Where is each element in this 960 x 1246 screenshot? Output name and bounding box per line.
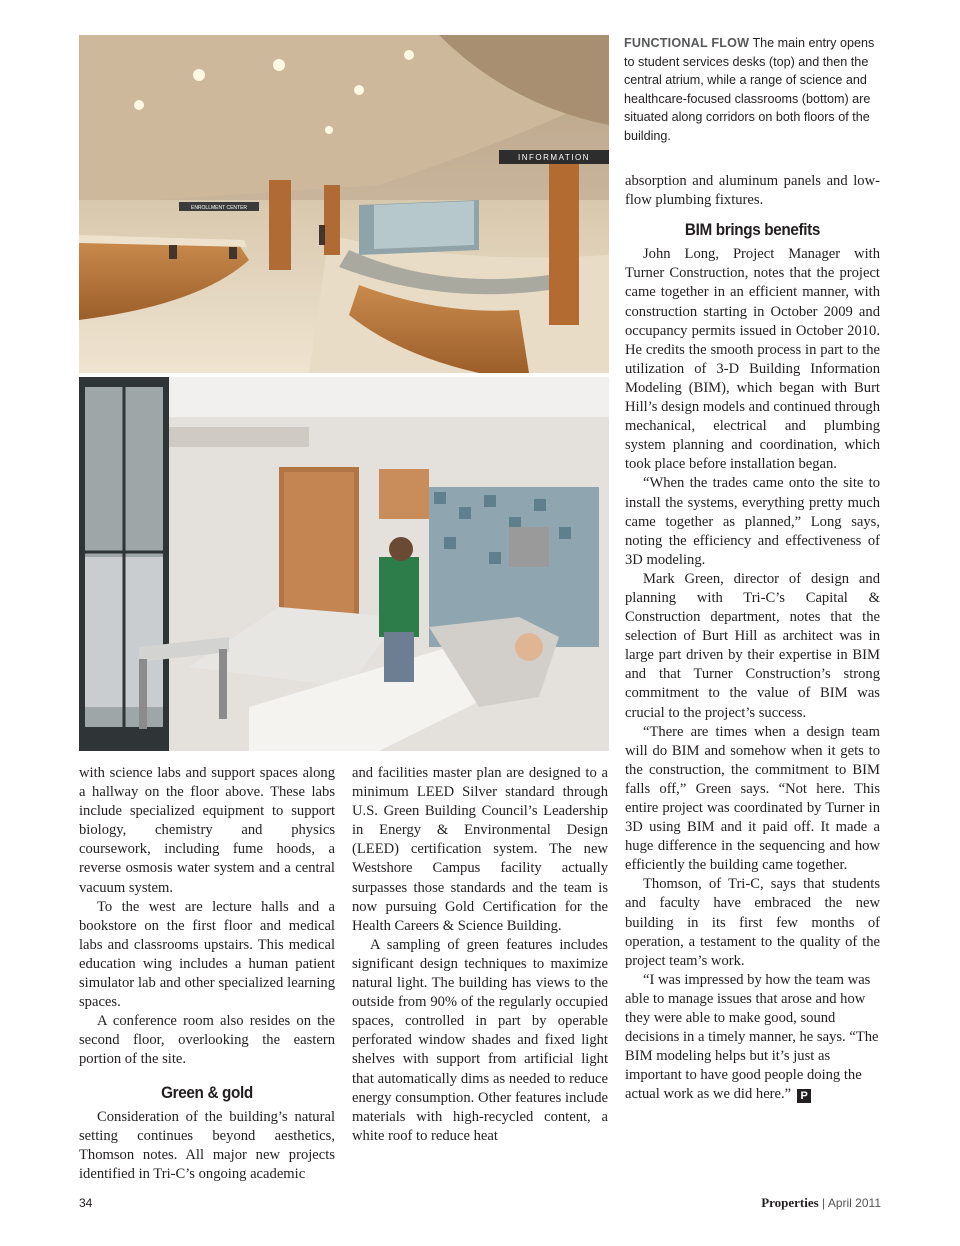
column-1 xyxy=(79,764,335,1184)
col3-paragraph-4: “There are times when a design team will do BIM and somehow when it gets to the construction, the commitment to BIM falls off,” Green says. “Not here. This entire project was coordinated by Turner in 3D using BIM and it paid off. It made a huge difference in the sequencing and how efficiently the building came together. xyxy=(625,723,880,874)
col2-paragraph-1: and facilities master plan are designed to a minimum LEED Silver standard through U.S. Green Building Council’s Leadership in Energy & Environmental Design (LEED) certification system. The new Westshore Campus facility actually surpasses those standards and the team is now pursuing Gold Certification for the Health Careers & Science Building. xyxy=(352,765,608,934)
section-heading-bim: BIM brings benefits xyxy=(684,220,821,240)
col3-paragraph-5: Thomson, of Tri-C, says that students and faculty have embraced the new building in its first few months of operation, a testament to the quality of the project team’s work. xyxy=(625,876,880,969)
photo-simulator-lab xyxy=(79,377,609,751)
col3-paragraph-1: John Long, Project Manager with Turner Construction, notes that the project came together in an efficient manner, with construction starting in October 2009 and occupancy permits issued in October 2010. He credits the smooth process in part to the utilization of 3-D Building Information Modeling (BIM), which began with Burt Hill’s design models and continued through mechanical, electrical and plumbing system planning and coordination, which took place before installation began. xyxy=(625,246,880,473)
col3-paragraph-6: “I was impressed by how the team was able to manage issues that arose and how they were able to make good, sound decisions in a timely manner, he says. “The BIM modeling helps but it’s just as important to have good people doing the actual work as we did here.” xyxy=(625,971,879,1103)
footer-separator: | xyxy=(818,1196,828,1210)
caption-lead: FUNCTIONAL FLOW xyxy=(624,36,750,50)
col3-paragraph-2: “When the trades came onto the site to install the systems, everything pretty much came together as planned,” Long says, noting the efficiency and effectiveness of 3D modeling. xyxy=(625,475,880,568)
col3-paragraph-0: absorption and aluminum panels and low-flow plumbing fixtures. xyxy=(625,173,880,209)
issue-date: April 2011 xyxy=(827,1196,881,1210)
section-heading-green-gold: Green & gold xyxy=(161,1082,253,1102)
col1-paragraph-2: To the west are lecture halls and a bookstore on the first floor and medical labs and classrooms upstairs. This medical education wing includes a human patient simulator lab and other specialized learning spaces. xyxy=(79,898,335,1011)
publication-footer xyxy=(761,1195,881,1211)
desk-sign: ENROLLMENT CENTER xyxy=(190,205,248,211)
page-number: 34 xyxy=(79,1196,93,1210)
col1-paragraph-1: with science labs and support spaces along a hallway on the floor above. These labs include specialized equipment to support biology, chemistry and physics coursework, including fume hoods, a reverse osmosis water system and a central vacuum system. xyxy=(79,765,335,896)
col3-paragraph-3: Mark Green, director of design and planning with Tri-C’s Capital & Construction department, notes that the selection of Burt Hill as architect was in large part driven by their expertise in BIM and that Turner Construction’s strong commitment to the value of BIM was crucial to the project’s success. xyxy=(625,570,880,721)
caption-text: The main entry opens to student services desks (top) and then the central atrium, while a range of science and healthcare-focused classrooms (bottom) are situated along corridors on both floors of the building. xyxy=(624,36,875,143)
col1-paragraph-4: Consideration of the building’s natural setting continues beyond aesthetics, Thomson notes. All major new projects identified in Tri-C’s ongoing academic xyxy=(79,1108,335,1182)
photo-caption xyxy=(624,34,882,146)
information-sign: INFORMATION xyxy=(518,153,590,162)
end-mark-icon: P xyxy=(797,1089,811,1103)
col2-paragraph-2: A sampling of green features includes significant design techniques to maximize natural light. The building has views to the outside from 90% of the regularly occupied spaces, controlled in part by operable perforated window shades and fixed light shelves with support from artificial light that automatically dims as needed to reduce energy consumption. Other features include materials with high-recycled content, a white roof to reduce heat xyxy=(352,936,608,1144)
publication-name: Properties xyxy=(761,1195,819,1210)
column-3 xyxy=(625,172,880,1105)
col1-paragraph-3: A conference room also resides on the second floor, overlooking the eastern portion of the site. xyxy=(79,1013,335,1068)
column-2 xyxy=(352,764,608,1146)
photo-lobby xyxy=(79,35,609,373)
